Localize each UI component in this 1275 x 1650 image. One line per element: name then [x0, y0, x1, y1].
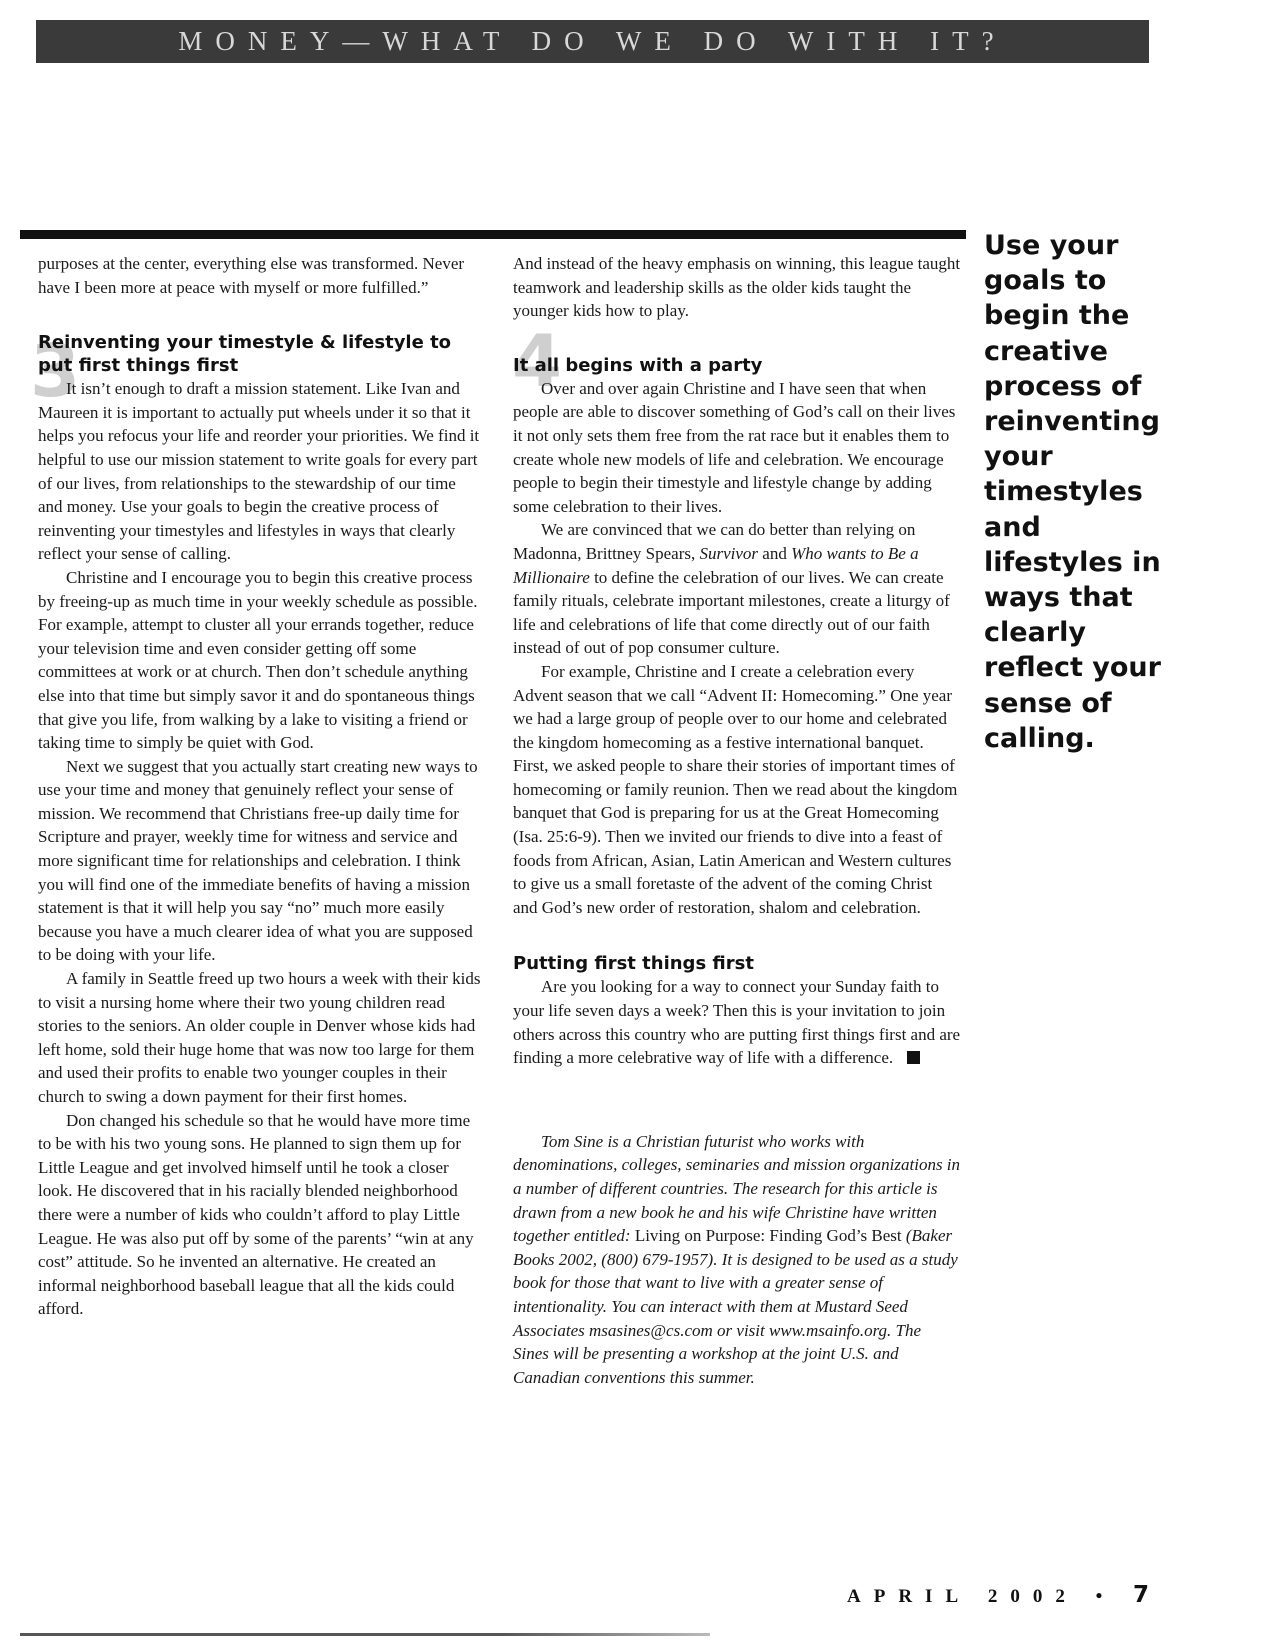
subheading-first-things: Putting first things first	[513, 953, 754, 975]
paragraph: Next we suggest that you actually start creating new ways to use your time and money that genuinely reflect your sense of mission. We recommend that Christians free-up daily time for Scripture and prayer, weekly time for witness and service and more significant time for relationships and celebration. I think you will find one of the immediate benefits of having a mission statement is that it will help you say “no” much more easily because you have a much clearer idea of what you are supposed to be doing with your life.	[38, 756, 478, 965]
title-millionaire: Who wants to Be a Millionaire	[513, 543, 919, 587]
paragraph: Christine and I encourage you to begin this creative process by freeing-up as much time in your weekly schedule as possible. For example, attempt to cluster all your errands together, reduce your television time and even consider getting off some committees at work or at church. Then don’t schedule anything else into that time but simply savor it and do spontaneous things that give you life, from walking by a lake to visiting a friend or taking time to simply be quiet with God.	[38, 567, 478, 753]
subheading-reinventing: Reinventing your timestyle & lifestyle to put first things first	[38, 332, 452, 377]
pull-quote: Use your goals to begin the creative process of reinventing your timestyles and lifestyles in ways that clearly reflect your sense of calling.	[984, 230, 1161, 754]
top-rule	[20, 230, 966, 239]
paragraph: And instead of the heavy emphasis on winning, this league taught teamwork and leadership skills as the older kids taught the younger kids how to play.	[513, 254, 961, 321]
bio-paragraph	[513, 1130, 961, 1390]
text-run: Are you looking for a way to connect your Sunday faith to your life seven days a week? Then this is your invitation to join others across this country who are putting first things first and are finding a more celebrative way of life with a difference.	[513, 977, 961, 1068]
decorative-number-3: 3	[30, 329, 81, 413]
paragraph: Over and over again Christine and I have seen that when people are able to discover something of God’s call on their lives it not only sets them free from the rat race but it enables them to create whole new models of life and celebration. We encourage people to begin their timestyle and lifestyle change by adding some celebration to their lives.	[513, 378, 956, 516]
article-column-1	[38, 252, 484, 1321]
paragraph: A family in Seattle freed up two hours a week with their kids to visit a nursing home where their two young children read stories to the seniors. An older couple in Denver whose kids had left home, sold their huge home that was now too large for them and used their profits to enable two younger couples in their church to swing a down payment for their first homes.	[38, 969, 481, 1106]
page-number: 7	[1132, 1582, 1149, 1608]
text-run: Tom Sine is a Christian futurist who works with denominations, colleges, seminaries and mission organizations in a number of different countries. The research for this article is drawn from a new book he and his wife Christine have written together entitled:	[513, 1131, 961, 1246]
text-run: (Baker Books 2002, (800) 679-1957). It is designed to be used as a study book for those that want to live with a greater sense of intentionality. You can interact with them at Mustard Seed Associates msasines@cs.com or visit www.msainfo.org. The Sines will be presenting a workshop at the joint U.S. and Canadian conventions this summer.	[513, 1226, 958, 1387]
end-mark-icon	[907, 1051, 920, 1064]
page-footer	[847, 1582, 1149, 1608]
title-survivor: Survivor	[699, 543, 759, 563]
bullet-separator: •	[1095, 1586, 1116, 1607]
paragraph-final	[513, 975, 961, 1069]
section-banner	[36, 20, 1149, 63]
bottom-rule	[20, 1633, 710, 1636]
book-title: Living on Purpose: Finding God’s Best	[634, 1226, 902, 1246]
author-bio	[513, 1130, 961, 1390]
paragraph: It isn’t enough to draft a mission statement. Like Ivan and Maureen it is important to actually put wheels under it so that it helps you refocus your life and reorder your priorities. We find it helpful to use our mission statement to write goals for every part of our lives, from relationships to the stewardship of our time and money. Use your goals to begin the creative process of reinventing your timestyles and lifestyles in ways that clearly reflect your sense of calling.	[38, 379, 480, 564]
article-column-2	[513, 252, 961, 1389]
subheading-party: It all begins with a party	[513, 354, 763, 376]
text-run: We are convinced that we can do better than relying on Madonna, Brittney Spears,	[513, 520, 916, 563]
text-run: to define the celebration of our lives. We can create family rituals, celebrate important milestones, create a liturgy of life and celebrations of life that come directly out of our faith instead of out of pop consumer culture.	[513, 567, 950, 658]
section-title: MONEY—WHAT DO WE DO WITH IT?	[178, 26, 1007, 56]
paragraph: purposes at the center, everything else was transformed. Never have I been more at peace with myself or more fulfilled.”	[38, 254, 465, 297]
paragraph: Don changed his schedule so that he would have more time to be with his two young sons. He planned to sign them up for Little League and get involved himself until he took a closer look. He discovered that in his racially blended neighborhood there were a number of kids who couldn’t afford to play Little League. He was also put off by some of the parents’ “win at any cost” attitude. So he invented an alternative. He created an informal neighborhood baseball league that all the kids could afford.	[38, 1110, 474, 1319]
text-run: and	[758, 543, 792, 563]
decorative-number-4: 4	[512, 319, 563, 403]
issue-date: APRIL 2002	[847, 1586, 1078, 1607]
paragraph: For example, Christine and I create a celebration every Advent season that we call “Advent II: Homecoming.” One year we had a large group of people over to our home and celebrated the kingdom homecoming as a festive international banquet. First, we asked people to share their stories of important times of homecoming or family reunion. Then we read about the kingdom banquet that God is preparing for us at the Great Homecoming (Isa. 25:6-9). Then we invited our friends to dive into a feast of foods from African, Asian, Latin American and Western cultures to give us a small foretaste of the advent of the coming Christ and God’s new order of restoration, shalom and celebration.	[513, 661, 958, 917]
paragraph	[513, 518, 961, 660]
